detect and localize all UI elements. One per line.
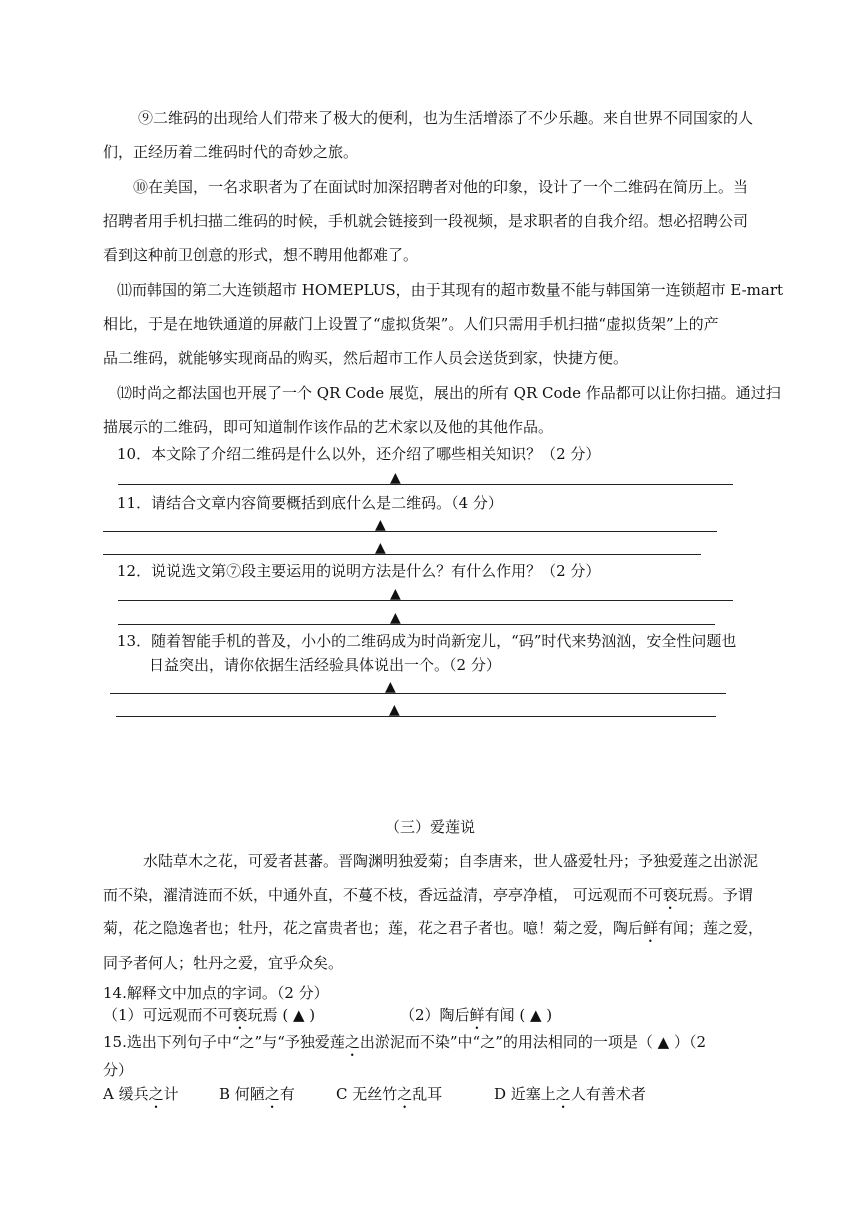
- para9-line1: ⑨二维码的出现给人们带来了极大的便利，也为生活增添了不少乐趣。来自世界不同国家的人: [138, 109, 754, 127]
- answer-marker: ▲: [390, 470, 401, 486]
- answer-line: [116, 716, 716, 717]
- option-text: 乱耳: [412, 1085, 443, 1103]
- answer-marker: ▲: [385, 679, 396, 695]
- question-text: 有闻 ( ▲ ): [484, 1006, 553, 1024]
- option-text: 有: [279, 1085, 295, 1103]
- answer-marker: ▲: [390, 586, 401, 602]
- passage-line2: [103, 878, 753, 913]
- question-11: 11．请结合文章内容简要概括到底什么是二维码。（4 分）: [117, 494, 503, 512]
- dotted-char: 之: [148, 1085, 164, 1103]
- question-10: 10．本文除了介绍二维码是什么以外，还介绍了哪些相关知识？（2 分）: [117, 445, 601, 463]
- passage-text: 而不染，濯清涟而不妖，中通外直，不蔓不枝，香远益清，亭亭净植， 可远观而不可: [103, 886, 663, 904]
- para10-line2: 招聘者用手机扫描二维码的时候，手机就会链接到一段视频，是求职者的自我介绍。想必招聘公司: [103, 212, 749, 230]
- para12-line2: 描展示的二维码，即可知道制作该作品的艺术家以及他的其他作品。: [103, 418, 554, 436]
- question-12: 12．说说选文第⑦段主要运用的说明方法是什么？有什么作用？（2 分）: [117, 562, 601, 580]
- para12-line1: ⑿时尚之都法国也开展了一个 QR Code 展览，展出的所有 QR Code 作品都可以让你扫描。通过扫: [117, 384, 781, 402]
- question-text: （1）可远观而不可: [103, 1006, 233, 1024]
- option-text: A 缓兵: [103, 1085, 149, 1103]
- question-text: 出淤泥而不染”中“之”的用法相同的一项是（ ▲ ）（2: [359, 1033, 707, 1051]
- option-text: 计: [163, 1085, 179, 1103]
- option-text: B 何陋: [219, 1085, 265, 1103]
- passage-text: 菊，花之隐逸者也；牡丹，花之富贵者也；莲，花之君子者也。噫！菊之爱，陶后: [103, 919, 644, 937]
- passage-line3: [103, 911, 763, 946]
- option-text: C 无丝竹: [336, 1085, 398, 1103]
- question-text: 15.选出下列句子中“之”与“予独爱莲: [103, 1033, 345, 1051]
- section-title: （三）爱莲说: [385, 818, 476, 836]
- question-13-line2: 日益突出，请你依据生活经验具体说出一个。（2 分）: [149, 656, 501, 674]
- answer-marker: ▲: [375, 517, 386, 533]
- option-c: [336, 1080, 442, 1112]
- option-b: [219, 1080, 295, 1112]
- answer-line: [118, 600, 733, 601]
- question-15-line1: [103, 1028, 706, 1060]
- para9-line2: 们，正经历着二维码时代的奇妙之旅。: [103, 143, 359, 161]
- answer-marker: ▲: [390, 610, 401, 626]
- para11-line2: 相比，于是在地铁通道的屏蔽门上设置了“虚拟货架”。人们只需用手机扫描“虚拟货架”上的产: [103, 315, 719, 333]
- dotted-char: 鲜: [643, 919, 659, 937]
- option-a: [103, 1080, 179, 1112]
- passage-line4: 同予者何人；牡丹之爱，宜乎众矣。: [103, 954, 344, 972]
- answer-line: [118, 484, 733, 485]
- dotted-char: 之: [344, 1033, 360, 1051]
- para11-line1: ⑾而韩国的第二大连锁超市 HOMEPLUS，由于其现有的超市数量不能与韩国第一连锁超市 E-mart: [117, 281, 784, 299]
- question-15-line2: 分）: [103, 1061, 134, 1079]
- question-text: （2）陶后: [400, 1006, 470, 1024]
- answer-marker: ▲: [375, 540, 386, 556]
- dotted-char: 鲜: [469, 1006, 485, 1024]
- answer-marker: ▲: [389, 702, 400, 718]
- passage-text: 有闻；莲之爱，: [658, 919, 764, 937]
- dotted-char: 亵: [662, 886, 678, 904]
- question-14-title: 14.解释文中加点的字词。（2 分）: [103, 984, 329, 1002]
- passage-line1: 水陆草木之花，可爱者甚蕃。晋陶渊明独爱菊；自李唐来，世人盛爱牡丹；予独爱莲之出淤泥: [143, 852, 759, 870]
- dotted-char: 之: [264, 1085, 280, 1103]
- question-13-line1: 13．随着智能手机的普及，小小的二维码成为时尚新宠儿，“码”时代来势汹汹，安全性问题也: [117, 632, 737, 650]
- dotted-char: 之: [397, 1085, 413, 1103]
- passage-text: 玩焉。予谓: [677, 886, 753, 904]
- para10-line1: ⑩在美国，一名求职者为了在面试时加深招聘者对他的印象，设计了一个二维码在简历上。当: [133, 178, 749, 196]
- answer-line: [110, 693, 726, 694]
- option-d: [494, 1080, 646, 1112]
- answer-line: [103, 531, 717, 532]
- option-text: D 近塞上: [494, 1085, 556, 1103]
- question-text: 玩焉 ( ▲ ): [247, 1006, 316, 1024]
- dotted-char: 之: [555, 1085, 571, 1103]
- option-text: 人有善术者: [570, 1085, 646, 1103]
- dotted-char: 亵: [232, 1006, 248, 1024]
- para10-line3: 看到这种前卫创意的形式，想不聘用他都难了。: [103, 246, 419, 264]
- para11-line3: 品二维码，就能够实现商品的购买，然后超市工作人员会送货到家，快捷方便。: [103, 349, 629, 367]
